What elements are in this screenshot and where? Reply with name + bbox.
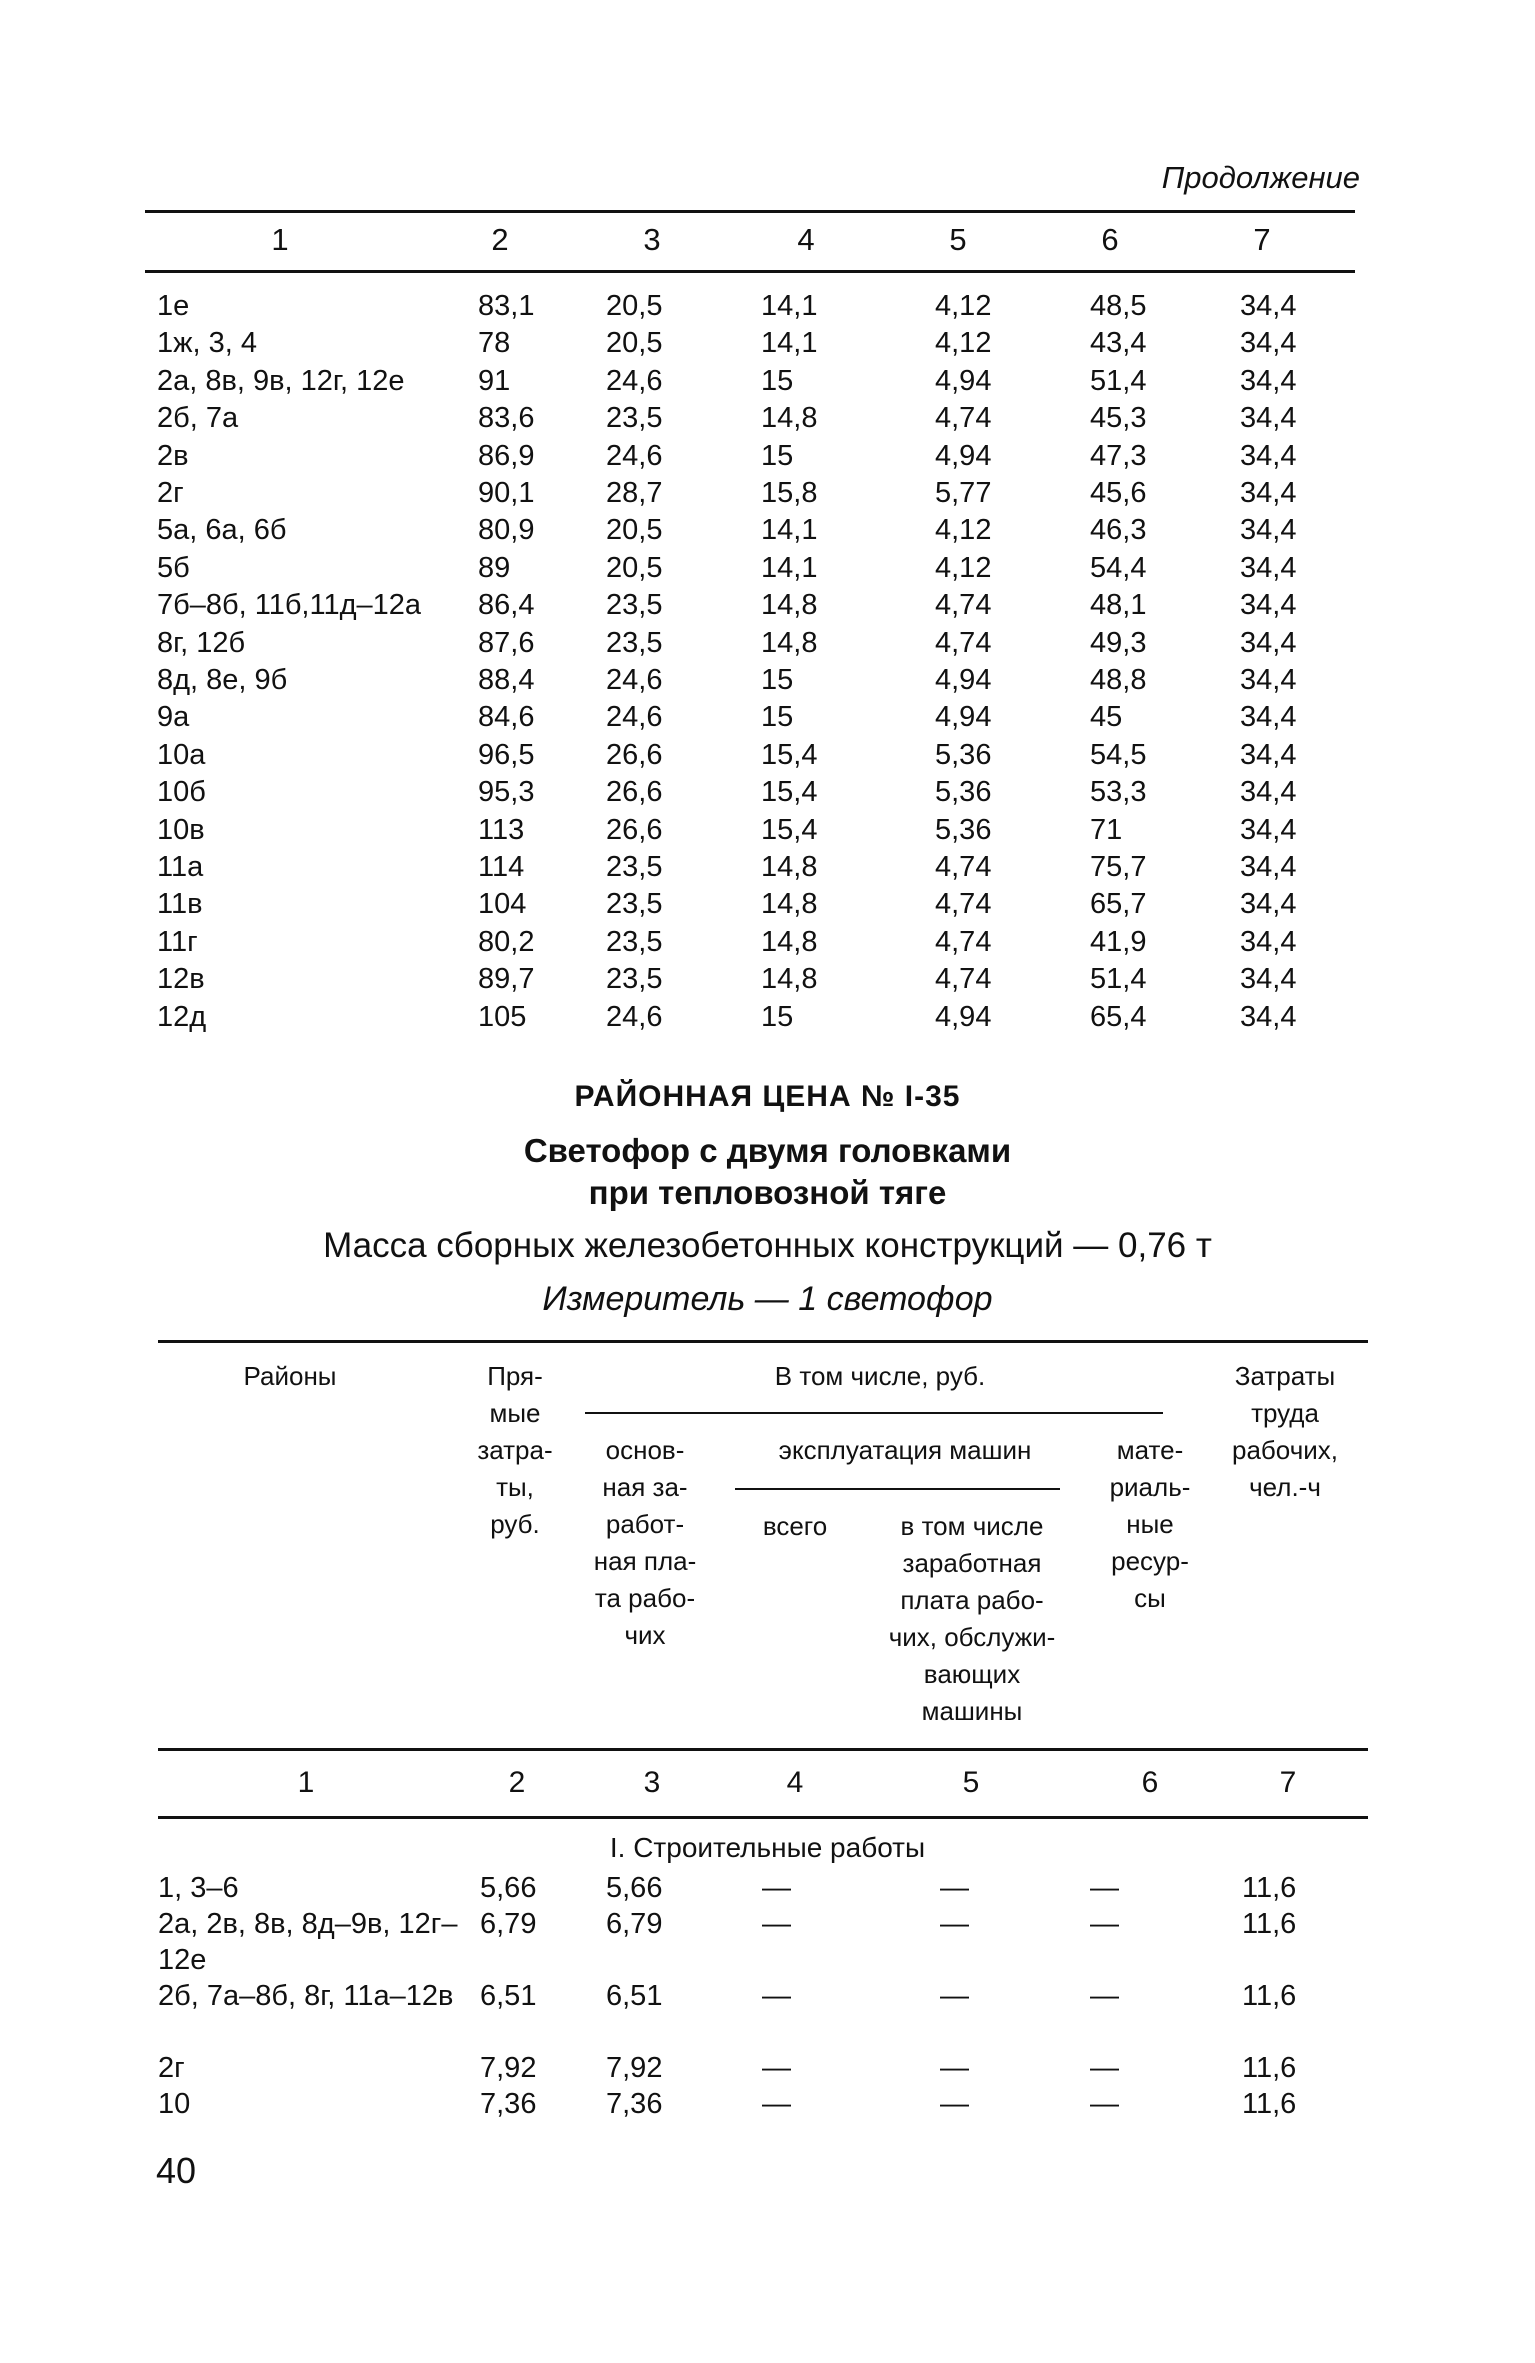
table-cell: — xyxy=(762,2052,791,2084)
table-cell: 34,4 xyxy=(1240,776,1297,809)
table-row xyxy=(0,961,1535,998)
table-cell: 11,6 xyxy=(1242,2052,1297,2084)
table-cell: 34,4 xyxy=(1240,439,1297,472)
table-cell: 34,4 xyxy=(1240,402,1297,435)
table-cell: 15 xyxy=(761,1000,794,1033)
header-labor-line: чел.-ч xyxy=(1249,1472,1321,1502)
table-cell: 71 xyxy=(1090,813,1123,846)
table2-header-rule xyxy=(158,1748,1368,1751)
table-cell: — xyxy=(762,1980,791,2012)
table-cell: — xyxy=(940,1872,969,1904)
table-cell: 1ж, 3, 4 xyxy=(157,327,258,360)
table-cell: — xyxy=(1090,1980,1119,2012)
table-cell: 6,79 xyxy=(480,1908,537,1940)
table-cell: 34,4 xyxy=(1240,738,1297,771)
table-cell: 2г xyxy=(158,2052,185,2084)
table-cell: 15 xyxy=(761,664,794,696)
table-cell: 34,4 xyxy=(1240,477,1297,509)
header-base-wage-line: работ- xyxy=(605,1509,685,1539)
table-cell: 89,7 xyxy=(478,963,535,996)
table-row xyxy=(0,400,1535,437)
table2-number-rule xyxy=(158,1816,1368,1819)
table-cell: 4,12 xyxy=(935,290,992,322)
header-materials-line: сы xyxy=(1134,1583,1166,1613)
table1-col-3: 3 xyxy=(643,222,661,257)
table-cell: — xyxy=(1090,2052,1119,2084)
table-cell: 91 xyxy=(478,364,511,397)
table-cell: 14,8 xyxy=(761,925,818,958)
table-cell: 75,7 xyxy=(1090,851,1147,883)
table2-col-3: 3 xyxy=(643,1766,661,1799)
table-cell: 4,74 xyxy=(935,589,992,622)
table-cell: 34,4 xyxy=(1240,813,1297,846)
table-cell: 14,8 xyxy=(761,888,818,921)
header-incl-wage-line: машины xyxy=(921,1696,1023,1726)
table-cell: 24,6 xyxy=(606,439,663,472)
item-title-line2: при тепловозной тяге xyxy=(588,1174,947,1211)
table-cell: 23,5 xyxy=(606,589,663,622)
table-cell: 34,4 xyxy=(1240,851,1297,883)
table-cell: 15,4 xyxy=(761,738,818,771)
header-base-wage-line: ная за- xyxy=(602,1472,688,1502)
table-cell: 24,6 xyxy=(606,364,663,397)
table-cell: 15 xyxy=(761,701,794,734)
header-incl-wage xyxy=(866,1508,1078,1730)
table-cell: 20,5 xyxy=(606,514,663,547)
table-row xyxy=(0,438,1535,475)
table-cell: 11,6 xyxy=(1242,1980,1297,2012)
table-cell: — xyxy=(940,1980,969,2012)
table1-header xyxy=(0,222,1535,262)
table-cell: 48,8 xyxy=(1090,664,1147,696)
table-cell: 6,51 xyxy=(480,1980,537,2012)
continuation-label: Продолжение xyxy=(1161,160,1360,195)
table-cell: 65,4 xyxy=(1090,1000,1147,1033)
table-cell: 4,74 xyxy=(935,963,992,996)
table-cell: 11а xyxy=(157,851,204,883)
header-base-wage xyxy=(580,1432,710,1654)
table-cell: 87,6 xyxy=(478,626,535,659)
table-cell: 8г, 12б xyxy=(157,626,246,659)
table-cell: 10в xyxy=(157,813,205,846)
unit-line: Измеритель — 1 светофор xyxy=(542,1280,993,1318)
table-cell: 4,74 xyxy=(935,888,992,921)
table-row xyxy=(0,550,1535,587)
table-cell: 90,1 xyxy=(478,477,535,509)
header-base-wage-line: чих xyxy=(624,1620,666,1650)
table-cell: 34,4 xyxy=(1240,1000,1297,1033)
table-cell: 24,6 xyxy=(606,1000,663,1033)
table-cell: 89 xyxy=(478,551,511,584)
table-cell: 34,4 xyxy=(1240,664,1297,696)
table-cell: 7,36 xyxy=(606,2088,663,2120)
table-cell: — xyxy=(940,2088,969,2120)
table-cell: 6,51 xyxy=(606,1980,663,2012)
table-cell: — xyxy=(940,1908,969,1940)
table-cell: 34,4 xyxy=(1240,701,1297,734)
table-cell: 26,6 xyxy=(606,776,663,809)
table-cell: — xyxy=(762,2088,791,2120)
table-cell: — xyxy=(762,1908,791,1940)
table1-top-rule xyxy=(145,210,1355,213)
table1-col-6: 6 xyxy=(1101,222,1119,257)
table-cell: — xyxy=(1090,1872,1119,1904)
table-cell: 113 xyxy=(478,813,525,846)
header-base-wage-line: ная пла- xyxy=(593,1546,697,1576)
header-incl-wage-line: заработная xyxy=(902,1548,1042,1578)
table-cell: 2б, 7а–8б, 8г, 11а–12в xyxy=(158,1980,454,2012)
table1-col-1: 1 xyxy=(271,222,289,257)
table-cell: 10а xyxy=(157,738,206,771)
table2-col-7: 7 xyxy=(1279,1766,1297,1799)
table-cell: 43,4 xyxy=(1090,327,1147,360)
table-cell: 4,94 xyxy=(935,439,992,472)
table-cell: 4,74 xyxy=(935,626,992,659)
header-materials xyxy=(1095,1432,1205,1617)
table-cell: 15 xyxy=(761,364,794,397)
header-materials-line: мате- xyxy=(1116,1435,1184,1465)
table-cell: 5,36 xyxy=(935,738,992,771)
table-cell: 48,5 xyxy=(1090,290,1147,322)
table-cell: 34,4 xyxy=(1240,364,1297,397)
table-cell: 14,8 xyxy=(761,589,818,622)
table-cell: 20,5 xyxy=(606,327,663,360)
table-cell: 15,4 xyxy=(761,813,818,846)
table1-col-7: 7 xyxy=(1253,222,1271,257)
table-cell: 7,92 xyxy=(606,2052,663,2084)
table-cell: 114 xyxy=(478,851,525,883)
header-incl-wage-line: в том числе xyxy=(900,1511,1044,1541)
table-cell: 45 xyxy=(1090,701,1123,734)
table-cell: 34,4 xyxy=(1240,589,1297,622)
table-cell: 80,9 xyxy=(478,514,535,547)
header-materials-line: риаль- xyxy=(1109,1472,1191,1502)
table-cell: 96,5 xyxy=(478,738,535,771)
table-cell: 2а, 8в, 9в, 12г, 12е xyxy=(157,364,405,397)
header-direct-costs-line: затра- xyxy=(477,1435,553,1465)
table-cell: 47,3 xyxy=(1090,439,1147,472)
table-cell: 105 xyxy=(478,1000,527,1033)
table-cell: 1е xyxy=(157,290,190,322)
table-cell: 28,7 xyxy=(606,477,663,509)
table-row xyxy=(0,512,1535,549)
table-cell: 5,36 xyxy=(935,813,992,846)
table-cell: 14,8 xyxy=(761,626,818,659)
table-cell: 24,6 xyxy=(606,664,663,696)
table-cell: 14,1 xyxy=(761,514,818,547)
table2-col-2: 2 xyxy=(508,1766,526,1799)
table-row xyxy=(0,662,1535,699)
table-cell: 11,6 xyxy=(1242,2088,1297,2120)
table-cell: 4,94 xyxy=(935,701,992,734)
table2-col-4: 4 xyxy=(786,1766,804,1799)
table-row xyxy=(0,812,1535,849)
table-cell: 23,5 xyxy=(606,963,663,996)
table-cell: 15 xyxy=(761,439,794,472)
table-cell: — xyxy=(762,1872,791,1904)
table-cell: 23,5 xyxy=(606,402,663,435)
table-cell: 14,1 xyxy=(761,327,818,360)
table-cell: 23,5 xyxy=(606,925,663,958)
table1-col-5: 5 xyxy=(949,222,967,257)
table-row xyxy=(0,363,1535,400)
table-cell: 23,5 xyxy=(606,626,663,659)
table-cell: 45,3 xyxy=(1090,402,1147,435)
table2-column-numbers xyxy=(0,1766,1535,1806)
table-cell: 12д xyxy=(157,1000,207,1033)
table2-col-1: 1 xyxy=(297,1766,315,1799)
header-base-wage-line: та рабо- xyxy=(594,1583,696,1613)
table-cell: 11в xyxy=(157,888,203,921)
table-cell: 45,6 xyxy=(1090,477,1147,509)
header-labor xyxy=(1210,1358,1360,1506)
price-code-heading: РАЙОННАЯ ЦЕНА № I-35 xyxy=(574,1080,961,1113)
table-row xyxy=(0,849,1535,886)
table-cell: 54,5 xyxy=(1090,738,1147,771)
table-row xyxy=(0,737,1535,774)
table-cell: 11,6 xyxy=(1242,1908,1297,1940)
table-cell: 10б xyxy=(157,776,206,809)
header-direct-costs xyxy=(460,1358,570,1543)
table-cell: 34,4 xyxy=(1240,888,1297,921)
table-cell: 2а, 2в, 8в, 8д–9в, 12г–12е xyxy=(158,1908,458,1976)
header-direct-costs-line: мые xyxy=(489,1398,541,1428)
header-base-wage-line: основ- xyxy=(605,1435,685,1465)
table-cell: 95,3 xyxy=(478,776,535,809)
table-cell: 5,36 xyxy=(935,776,992,809)
table-cell: 54,4 xyxy=(1090,551,1147,584)
table-cell: 15,8 xyxy=(761,477,818,509)
table-cell: 20,5 xyxy=(606,290,663,322)
table-cell: 11,6 xyxy=(1242,1872,1297,1904)
table-cell: 6,79 xyxy=(606,1908,663,1940)
table-row xyxy=(0,924,1535,961)
table-row xyxy=(0,475,1535,512)
header-incl-wage-line: чих, обслужи- xyxy=(888,1622,1056,1652)
table-cell: 11г xyxy=(157,925,198,958)
table-cell: 84,6 xyxy=(478,701,535,734)
table-cell: 2в xyxy=(157,439,189,472)
table2-col-5: 5 xyxy=(962,1766,980,1799)
table1-col-2: 2 xyxy=(491,222,509,257)
table-cell: 9а xyxy=(157,701,190,734)
table-cell: 83,1 xyxy=(478,290,535,322)
table-cell: 4,12 xyxy=(935,327,992,360)
table2-top-rule xyxy=(158,1340,1368,1343)
table-cell: 2б, 7а xyxy=(157,402,239,435)
table-cell: 86,9 xyxy=(478,439,535,472)
table-cell: 4,94 xyxy=(935,1000,992,1033)
table-row xyxy=(0,774,1535,811)
table-cell: 26,6 xyxy=(606,738,663,771)
table-cell: 23,5 xyxy=(606,851,663,883)
table-cell: 7б–8б, 11б,11д–12а xyxy=(157,589,422,622)
table-cell: 34,4 xyxy=(1240,925,1297,958)
table-cell: 65,7 xyxy=(1090,888,1147,921)
table-cell: 51,4 xyxy=(1090,963,1147,996)
table-cell: 49,3 xyxy=(1090,626,1147,659)
table-cell: 24,6 xyxy=(606,701,663,734)
table-row xyxy=(0,699,1535,736)
table-cell: 4,94 xyxy=(935,664,992,696)
table-cell: 4,12 xyxy=(935,514,992,547)
table1-header-rule xyxy=(145,270,1355,273)
header-regions: Районы xyxy=(243,1361,337,1391)
table-cell: 34,4 xyxy=(1240,626,1297,659)
table-cell: — xyxy=(1090,1908,1119,1940)
table-cell: 86,4 xyxy=(478,589,535,622)
table-row xyxy=(0,288,1535,325)
table-cell: 34,4 xyxy=(1240,551,1297,584)
table-cell: 2г xyxy=(157,477,184,509)
table-cell: 15,4 xyxy=(761,776,818,809)
table-cell: 5,66 xyxy=(480,1872,537,1904)
table-cell: 7,36 xyxy=(480,2088,537,2120)
table-cell: 83,6 xyxy=(478,402,535,435)
table-cell: 4,74 xyxy=(935,925,992,958)
header-direct-costs-line: ты, xyxy=(496,1472,534,1502)
table-cell: — xyxy=(940,2052,969,2084)
table-cell: 14,8 xyxy=(761,851,818,883)
table-cell: 14,1 xyxy=(761,551,818,584)
table-row xyxy=(0,587,1535,624)
item-title-line1: Светофор с двумя головками xyxy=(523,1132,1012,1169)
table-cell: 26,6 xyxy=(606,813,663,846)
header-machine-rule xyxy=(735,1488,1060,1490)
table-row xyxy=(0,886,1535,923)
table-cell: 5а, 6а, 6б xyxy=(157,514,287,547)
table-cell: 14,8 xyxy=(761,402,818,435)
table-cell: 1, 3–6 xyxy=(158,1872,239,1904)
table-cell: 48,1 xyxy=(1090,589,1147,622)
table-cell: 14,8 xyxy=(761,963,818,996)
table-row xyxy=(0,999,1535,1036)
header-total: всего xyxy=(762,1511,828,1541)
header-materials-line: ные xyxy=(1126,1509,1174,1539)
header-labor-line: рабочих, xyxy=(1232,1435,1338,1465)
table1-col-4: 4 xyxy=(797,222,815,257)
header-incl-wage-line: плата рабо- xyxy=(900,1585,1044,1615)
table-cell: 104 xyxy=(478,888,527,921)
table-cell: 34,4 xyxy=(1240,514,1297,547)
table-cell: 7,92 xyxy=(480,2052,537,2084)
header-labor-line: Затраты xyxy=(1234,1361,1336,1391)
header-machine-operation: эксплуатация машин xyxy=(778,1435,1032,1465)
table-cell: 4,74 xyxy=(935,851,992,883)
table-cell: 10 xyxy=(158,2088,191,2120)
table-cell: 4,12 xyxy=(935,551,992,584)
header-labor-line: труда xyxy=(1251,1398,1319,1428)
header-incl-wage-line: вающих xyxy=(923,1659,1021,1689)
table-cell: 23,5 xyxy=(606,888,663,921)
table-cell: 12в xyxy=(157,963,205,996)
table-row xyxy=(0,325,1535,362)
table-cell: 51,4 xyxy=(1090,364,1147,397)
table-cell: 53,3 xyxy=(1090,776,1147,809)
table-cell: 78 xyxy=(478,327,511,360)
table-row xyxy=(0,625,1535,662)
table-cell: 20,5 xyxy=(606,551,663,584)
mass-line: Масса сборных железобетонных конструкций — 0,76 т xyxy=(323,1226,1212,1265)
header-materials-line: ресур- xyxy=(1111,1546,1189,1576)
table2-col-6: 6 xyxy=(1141,1766,1159,1799)
item-title xyxy=(0,1130,1535,1214)
table-cell: 46,3 xyxy=(1090,514,1147,547)
header-including-rule xyxy=(585,1412,1163,1414)
page-number: 40 xyxy=(156,2150,197,2191)
table-cell: 34,4 xyxy=(1240,963,1297,996)
table-cell: 34,4 xyxy=(1240,290,1297,322)
table-cell: 88,4 xyxy=(478,664,535,696)
header-direct-costs-line: Пря- xyxy=(487,1361,543,1391)
section-label: I. Строительные работы xyxy=(609,1832,926,1863)
table-cell: 4,74 xyxy=(935,402,992,435)
table-cell: 34,4 xyxy=(1240,327,1297,360)
table-cell: 5б xyxy=(157,551,190,584)
table-cell: 8д, 8е, 9б xyxy=(157,664,288,696)
table-cell: 5,77 xyxy=(935,477,992,509)
table-cell: 41,9 xyxy=(1090,925,1147,958)
header-including: В том числе, руб. xyxy=(774,1361,986,1391)
table-cell: 4,94 xyxy=(935,364,992,397)
table-cell: 5,66 xyxy=(606,1872,663,1904)
header-direct-costs-line: руб. xyxy=(490,1509,540,1539)
table-cell: — xyxy=(1090,2088,1119,2120)
table-cell: 80,2 xyxy=(478,925,535,958)
table-cell: 14,1 xyxy=(761,290,818,322)
